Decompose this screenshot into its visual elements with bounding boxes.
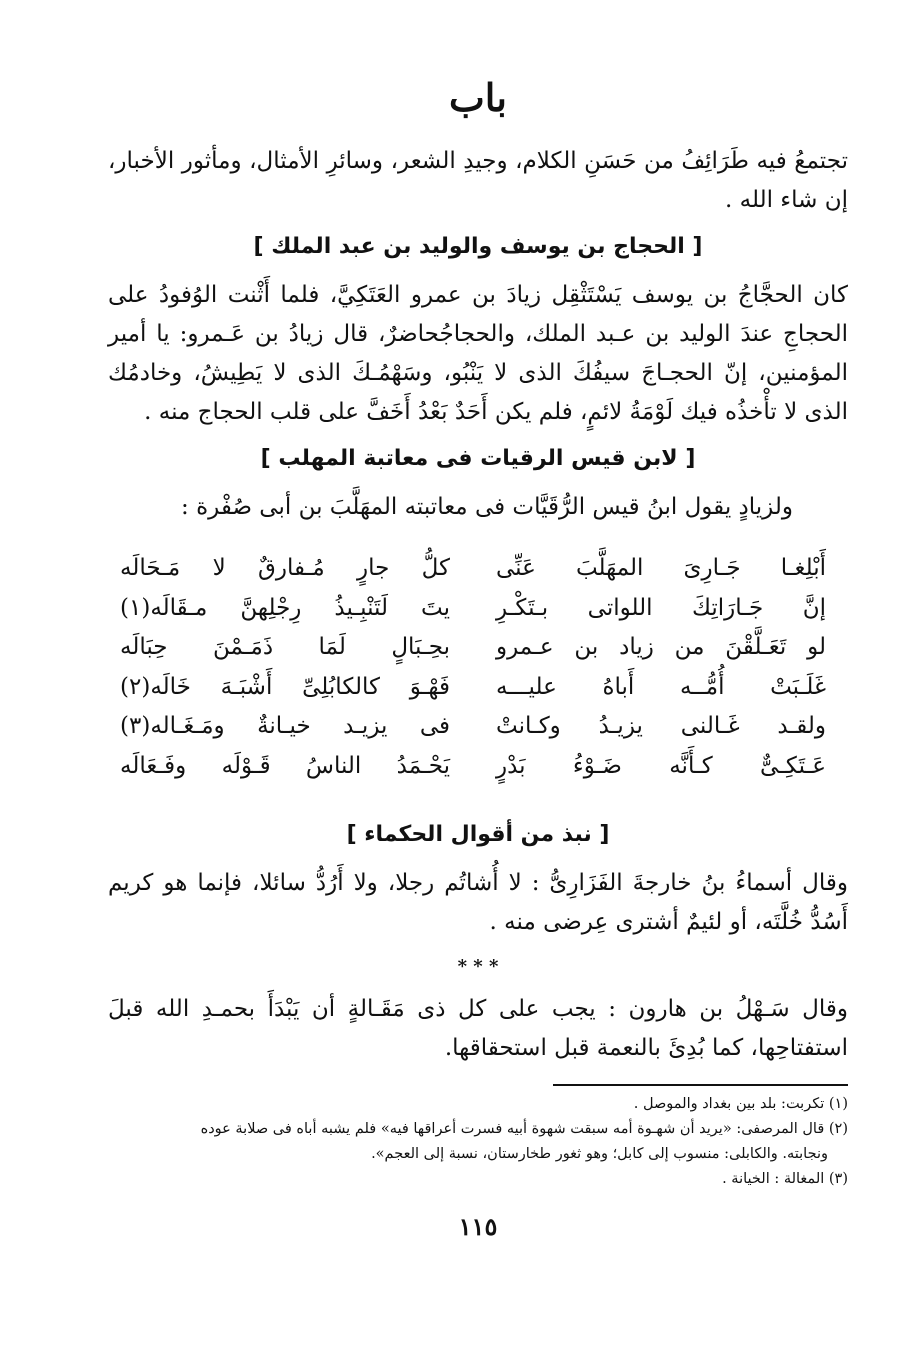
section-heading-wise-sayings: [ نبذ من أقوال الحكماء ] <box>346 822 610 847</box>
footnote-3: (٣) المغالة : الخيانة . <box>722 1171 848 1187</box>
poem <box>108 549 848 786</box>
verse-first-hemistich: لو تَعَـلَّقْنَ من زياد بن عـمرو <box>496 634 826 660</box>
verse-first-hemistich: أَبْلِغـا جَـارِىَ المهَلَّبَ عَنِّى <box>496 555 826 581</box>
paragraph-asma: وقال أسماءُ بنُ خارجةَ الفَزَارِىُّ : لا أُشاتُم رجلا، ولا أَرُدُّ سائلا، فإنما هو كريم أَسُدُّ خُلَّتَه، أو لئيمٌ أشترى عِرضى منه . <box>108 870 848 935</box>
verse-second-hemistich: يَحْـمَدُ الناسُ قَـوْلَه وفَـعَالَه <box>120 752 450 779</box>
verse-second-hemistich: كلُّ جارٍ مُـفارقٌ لا مَـحَالَه <box>120 555 450 581</box>
poem-verse <box>108 747 848 787</box>
verse-first-hemistich: عَـتَكِـىٌّ كـأَنَّه ضَـوْءُ بَدْرٍ <box>496 752 826 779</box>
footnote-2: (٢) قال المرصفى: «يريد أن شهـوة أمه سبقت شهوة أبيه فسرت أعراقها فيه» فلم يشبه أباه فى صلابة عوده <box>200 1121 848 1137</box>
footnote-divider <box>553 1084 848 1086</box>
poem-verse <box>108 668 848 708</box>
poem-verse <box>108 628 848 668</box>
verse-second-hemistich: بحِـبَالٍ لَمَا ذَمَـمْنَ حِبَالَه <box>120 634 450 660</box>
paragraph-hajjaj: كان الحجَّاجُ بن يوسف يَسْتَثْقِل زيادَ بن عمرو العَتَكِيَّ، فلما أَثْنت الوُفودُ على الحجاجِ عندَ الوليد بن عـبد الملك، والحجاجُحاضرٌ، قال زيادُ بن عَـمرو: يا أمير المؤمنين، إنّ الحجـاجَ سيفُكَ الذى لا يَنْبُو، وسَهْمُـكَ الذى لا يَطِيشُ، وخادمُك الذى لا تأْخذُه فيك لَوْمَةُ لائمٍ، فلم يكن أَحَدٌ بَعْدُ أَخَفَّ على قلب الحجاج منه . <box>108 282 848 425</box>
verse-first-hemistich: غَلَـبَتْ أُمُّــه أَباهُ عليـــه <box>496 673 826 700</box>
verse-second-hemistich: يتَ لَتَنْبِـيذُ رِجْلِهنَّ مـقَالَه(١) <box>120 594 450 621</box>
poem-intro: ولزيادٍ يقول ابنُ قيس الرُّقَيَّات فى معاتبته المهَلَّبَ بن أبى صُفْرة : <box>181 494 793 520</box>
verse-second-hemistich: فَهْـوَ كالكابُلِىِّ أَشْبَـهَ خَالَه(٢) <box>120 673 450 700</box>
verse-first-hemistich: إنَّ جَـارَاتِكَ اللواتى بـتَكْـرِ <box>496 594 826 621</box>
paragraph-sahl: وقال سَـهْلُ بن هارون : يجب على كل ذى مَقَـالةٍ أن يَبْدَأَ بحمـدِ الله قبلَ استفتاحِها، كما بُدِئَ بالنعمة قبل استحقاقها. <box>108 996 848 1061</box>
section-heading-ruqayyat: [ لابن قيس الرقيات فى معاتبة المهلب ] <box>260 446 696 471</box>
footnote-1: (١) تكربت: بلد بين بغداد والموصل . <box>633 1096 848 1112</box>
section-separator-stars: * * * <box>457 956 499 977</box>
intro-paragraph: تجتمعُ فيه طَرَائِفُ من حَسَنِ الكلام، وجيدِ الشعر، وسائرِ الأمثال، ومأثور الأخبار، إن شاء الله . <box>108 148 848 213</box>
verse-first-hemistich: ولقـد غَـالنى يزيـدُ وكـانتْ <box>496 713 826 739</box>
verse-second-hemistich: فى يزيـد خيـانةٌ ومَـغَـاله(٣) <box>120 713 450 739</box>
poem-verse <box>108 707 848 747</box>
chapter-title: باب <box>449 75 507 120</box>
poem-verse <box>108 549 848 589</box>
section-heading-hajjaj: [ الحجاج بن يوسف والوليد بن عبد الملك ] <box>253 234 703 259</box>
poem-verse <box>108 589 848 629</box>
footnote-2-continued: ونجابته. والكابلى: منسوب إلى كابل؛ وهو ثغور طخارستان، نسبة إلى العجم». <box>371 1146 828 1162</box>
page-number: ١١٥ <box>458 1212 498 1241</box>
